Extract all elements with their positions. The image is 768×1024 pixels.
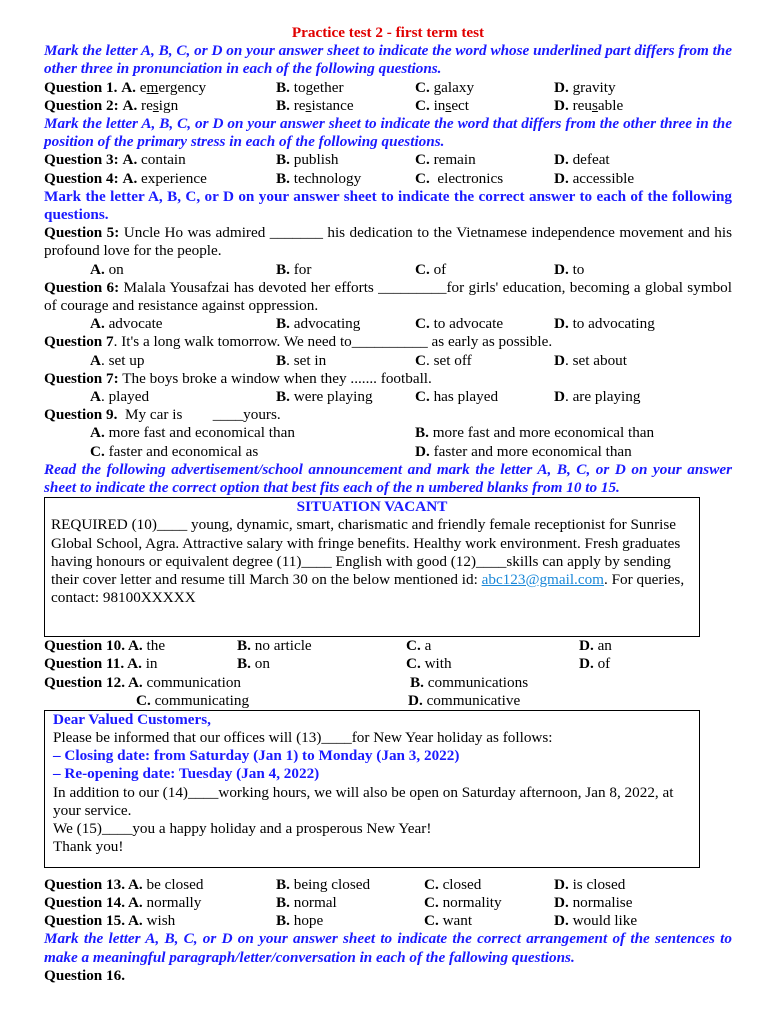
question-8-options: A. played B. were playing C. has played D. are playing	[90, 387, 641, 405]
q3-option-c[interactable]: remain	[433, 151, 476, 169]
page-title: Practice test 2 - first term test	[291, 24, 485, 41]
question-5-stem: Question 5: Uncle Ho was admired _______ his dedication to the Vietnamese independence movement and his profound love for the people.	[44, 224, 732, 260]
q1-option-a[interactable]: emergency	[139, 78, 207, 96]
q15-option-a[interactable]: wish	[146, 912, 176, 930]
question-12-ab: Question 12. A. communication B. communications	[44, 673, 529, 691]
q13-option-a[interactable]: be closed	[146, 875, 204, 893]
instruction-reading: Read the following advertisement/school announcement and mark the letter A, B, C, or D on your answer sheet to indicate the correct option that best fits each of the n umbered blanks from 10 to 15.	[44, 460, 732, 496]
q14-option-a[interactable]: normally	[146, 894, 202, 912]
q3-option-d[interactable]: defeat	[572, 151, 610, 169]
q15-option-b[interactable]: hope	[293, 912, 324, 930]
q11-option-b[interactable]: on	[254, 655, 270, 673]
q7-option-b[interactable]: set in	[293, 351, 327, 369]
q13-option-d[interactable]: is closed	[572, 875, 626, 893]
instruction-stress: Mark the letter A, B, C, or D on your answer sheet to indicate the word that differs from the other three in the position of the primary stress in each of the following questions.	[44, 114, 732, 151]
q13-option-b[interactable]: being closed	[293, 875, 371, 893]
email-link[interactable]: abc123@gmail.com	[481, 570, 604, 588]
notice-greeting: Dear Valued Customers,	[53, 710, 211, 728]
notice-line2: In addition to our (14)____working hours, we will also be open on Saturday afternoon, Jan 8, 2022, at your service.	[53, 783, 674, 819]
worksheet	[44, 24, 732, 985]
q11-option-c[interactable]: with	[424, 655, 452, 673]
q9-option-a[interactable]: more fast and economical than	[108, 424, 295, 442]
question-1: Question 1. A. emergency B. together C. galaxy D. gravity	[44, 78, 616, 96]
q4-option-b[interactable]: technology	[293, 169, 362, 187]
question-2: Question 2: A. resign B. resistance C. insect D. reusable	[44, 96, 624, 114]
q2-option-c[interactable]: insect	[433, 96, 470, 114]
q1-option-d[interactable]: gravity	[572, 78, 616, 96]
q14-option-d[interactable]: normalise	[572, 894, 633, 912]
q7-option-a[interactable]: set up	[108, 351, 145, 369]
question-12-cd: C. communicating D. communicative	[136, 691, 521, 709]
question-6-stem: Question 6: Malala Yousafzai has devoted her efforts _________for girls' education, becoming a global symbol of courage and resistance against oppression.	[44, 278, 732, 314]
q4-option-d[interactable]: accessible	[572, 169, 635, 187]
q8-option-b[interactable]: were playing	[293, 387, 373, 405]
instruction-pronunciation: Mark the letter A, B, C, or D on your answer sheet to indicate the word whose underlined part differs from the other three in pronunciation in each of the following questions.	[44, 42, 732, 78]
q5-option-b[interactable]: for	[293, 260, 312, 278]
q8-option-d[interactable]: are playing	[572, 387, 641, 405]
notice-line1: Please be informed that our offices will (13)____for New Year holiday as follows:	[53, 729, 553, 747]
question-9-stem: Question 9. My car is ____yours.	[44, 406, 281, 424]
q1-option-b[interactable]: together	[293, 78, 344, 96]
q10-option-b[interactable]: no article	[254, 637, 312, 655]
q8-option-c[interactable]: has played	[433, 387, 499, 405]
q12-option-d[interactable]: communicative	[426, 691, 521, 709]
notice-closing-date: – Closing date: from Saturday (Jan 1) to Monday (Jan 3, 2022)	[53, 747, 460, 765]
question-13: Question 13. A. be closed B. being closed C. closed D. is closed	[44, 875, 626, 893]
q14-option-b[interactable]: normal	[293, 894, 337, 912]
question-8-stem: Question 7: The boys broke a window when they ....... football.	[44, 369, 432, 387]
q6-option-a[interactable]: advocate	[108, 315, 163, 333]
instruction-correct-answer: Mark the letter A, B, C, or D on your answer sheet to indicate the correct answer to each of the following questions.	[44, 187, 732, 223]
notice-reopening-date: – Re-opening date: Tuesday (Jan 4, 2022)	[53, 765, 320, 783]
question-6-options: A. advocate B. advocating C. to advocate D. to advocating	[90, 315, 655, 333]
question-7-options: A. set up B. set in C. set off D. set about	[90, 351, 627, 369]
instruction-arrangement: Mark the letter A, B, C, or D on your answer sheet to indicate the correct arrangement of the sentences to make a meaningful paragraph/letter/conversation in each of the fallowing questions.	[44, 930, 732, 966]
question-5-options: A. on B. for C. of D. to	[90, 260, 585, 278]
q10-option-c[interactable]: a	[424, 637, 432, 655]
question-15: Question 15. A. wish B. hope C. want D. would like	[44, 912, 638, 930]
q9-option-d[interactable]: faster and more economical than	[433, 442, 632, 460]
q12-option-c[interactable]: communicating	[154, 691, 250, 709]
q12-option-b[interactable]: communications	[427, 673, 529, 691]
q2-option-a[interactable]: resign	[141, 96, 179, 114]
q10-option-a[interactable]: the	[146, 637, 166, 655]
q7-option-d[interactable]: set about	[572, 351, 627, 369]
q3-option-b[interactable]: publish	[293, 151, 339, 169]
q11-option-d[interactable]: of	[597, 655, 611, 673]
q1-option-c[interactable]: galaxy	[433, 78, 475, 96]
q3-option-a[interactable]: contain	[141, 151, 186, 169]
situation-vacant-header: SITUATION VACANT	[296, 498, 448, 516]
notice-thanks: Thank you!	[53, 838, 124, 856]
q9-option-b[interactable]: more fast and more economical than	[432, 424, 655, 442]
question-10: Question 10. A. the B. no article C. a D. an	[44, 637, 612, 655]
q10-option-d[interactable]: an	[597, 637, 612, 655]
situation-vacant-text: REQUIRED (10)____ young, dynamic, smart, charismatic and friendly female receptionist for Sunrise Global School, Agra. Attractive salary with fringe benefits. Healthy work environment. Fresh graduates having honours or equivalent degree (11)____ English with good (12)____skills can apply by sending their cover letter and resume till March 30 on the below mentioned id: abc123@gmail.com. For queries, contact: 98100XXXXX	[51, 516, 685, 607]
situation-vacant-box	[44, 497, 700, 637]
question-14: Question 14. A. normally B. normal C. normality D. normalise	[44, 894, 633, 912]
q15-option-d[interactable]: would like	[572, 912, 638, 930]
q11-option-a[interactable]: in	[145, 655, 158, 673]
question-11: Question 11. A. in B. on C. with D. of	[44, 655, 611, 673]
q4-option-a[interactable]: experience	[141, 169, 207, 187]
q14-option-c[interactable]: normality	[442, 894, 502, 912]
q13-option-c[interactable]: closed	[442, 875, 482, 893]
q2-option-d[interactable]: reusable	[572, 96, 624, 114]
notice-box	[44, 710, 700, 868]
q6-option-b[interactable]: advocating	[293, 315, 361, 333]
notice-line3: We (15)____you a happy holiday and a prosperous New Year!	[53, 820, 432, 838]
q5-option-d[interactable]: to	[572, 260, 585, 278]
q4-option-c[interactable]: electronics	[437, 169, 504, 187]
question-3: Question 3: A. contain B. publish C. remain D. defeat	[44, 151, 610, 169]
q7-option-c[interactable]: set off	[433, 351, 472, 369]
question-9-options-ab: A. more fast and economical than B. more fast and more economical than	[90, 424, 655, 442]
q15-option-c[interactable]: want	[442, 912, 473, 930]
q5-option-c[interactable]: of	[433, 260, 447, 278]
question-7-stem: Question 7. It's a long walk tomorrow. We need to__________ as early as possible.	[44, 333, 553, 351]
q6-option-d[interactable]: to advocating	[572, 315, 655, 333]
question-16: Question 16.	[44, 966, 126, 984]
question-9-options-cd: C. faster and economical as D. faster and more economical than	[90, 442, 632, 460]
q6-option-c[interactable]: to advocate	[433, 315, 504, 333]
q12-option-a[interactable]: communication	[146, 673, 242, 691]
q5-option-a[interactable]: on	[108, 260, 124, 278]
q8-option-a[interactable]: played	[108, 387, 150, 405]
question-4: Question 4: A. experience B. technology C. electronics D. accessible	[44, 169, 635, 187]
q9-option-c[interactable]: faster and economical as	[108, 442, 259, 460]
q2-option-b[interactable]: resistance	[293, 96, 354, 114]
